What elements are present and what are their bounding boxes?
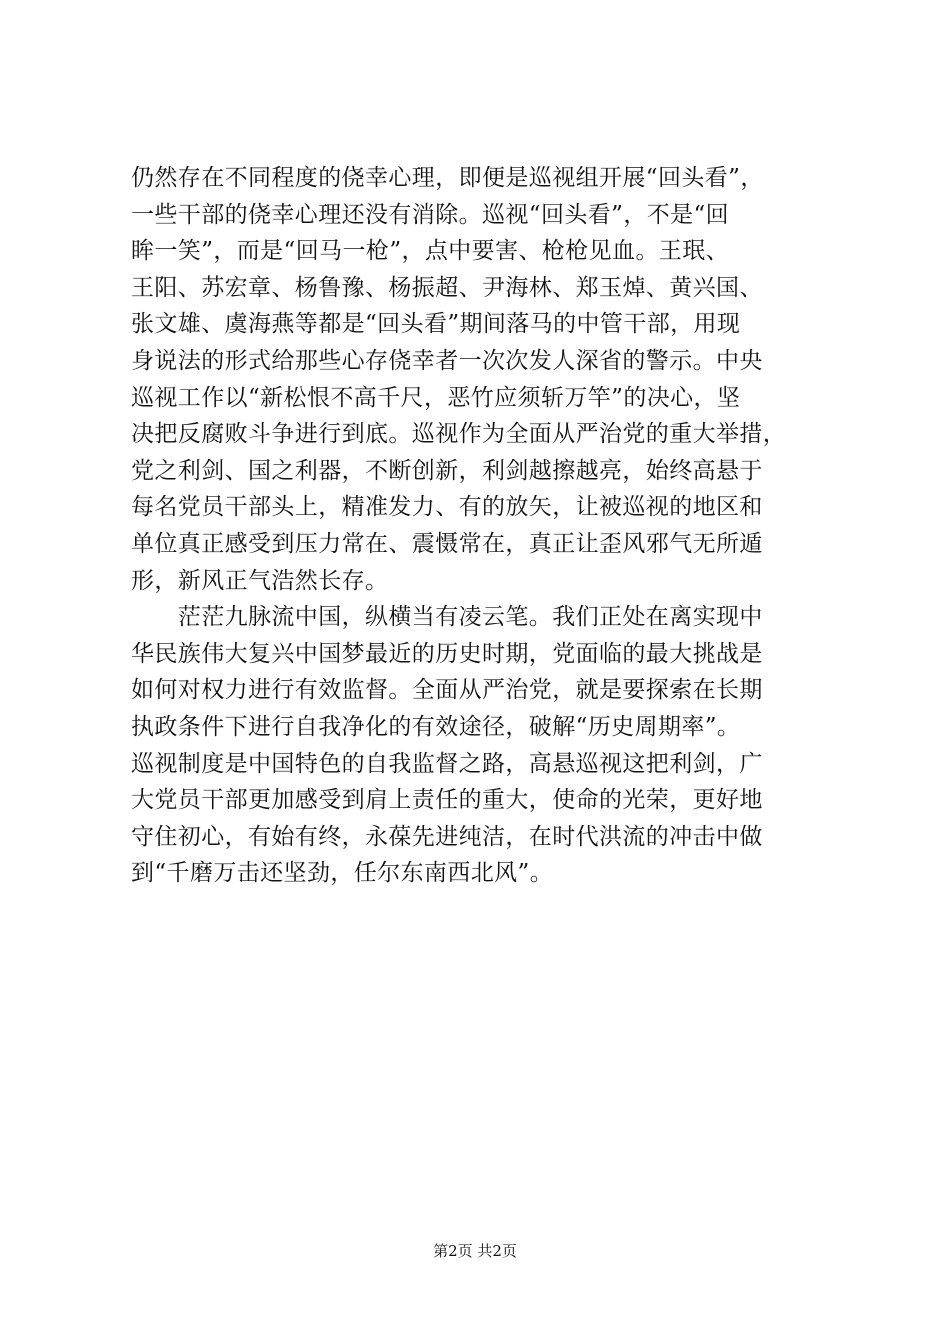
text-line: 单位真正感受到压力常在、震慑常在，真正让歪风邪气无所遁 bbox=[131, 530, 763, 557]
text-line: 华民族伟大复兴中国梦最近的历史时期，党面临的最大挑战是 bbox=[131, 640, 763, 667]
text-line: 巡视工作以“新松恨不高千尺，恶竹应须斩万竿”的决心，坚 bbox=[131, 384, 741, 411]
text-line: 党之利剑、国之利器，不断创新，利剑越擦越亮，始终高悬于 bbox=[131, 457, 763, 484]
text-line: 到“千磨万击还坚劲，任尔东南西北风”。 bbox=[131, 860, 554, 887]
page-number-footer: 第2页 共2页 bbox=[433, 1242, 517, 1260]
text-line: 巡视制度是中国特色的自我监督之路，高悬巡视这把利剑，广 bbox=[131, 750, 763, 777]
text-line: 大党员干部更加感受到肩上责任的重大，使命的光荣，更好地 bbox=[131, 787, 763, 814]
text-line: 守住初心，有始有终，永葆先进纯洁，在时代洪流的冲击中做 bbox=[131, 823, 763, 850]
text-line: 形，新风正气浩然长存。 bbox=[131, 567, 389, 594]
text-line: 决把反腐败斗争进行到底。巡视作为全面从严治党的重大举措， bbox=[131, 421, 787, 448]
text-line: 茫茫九脉流中国，纵横当有凌云笔。我们正处在离实现中 bbox=[131, 604, 763, 631]
text-line: 仍然存在不同程度的侥幸心理，即便是巡视组开展“回头看”， bbox=[131, 165, 764, 191]
text-line: 眸一笑”，而是“回马一枪”，点中要害、枪枪见血。王珉、 bbox=[131, 238, 730, 265]
text-line: 每名党员干部头上，精准发力、有的放矢，让被巡视的地区和 bbox=[131, 494, 763, 521]
text-line: 一些干部的侥幸心理还没有消除。巡视“回头看”，不是“回 bbox=[131, 201, 730, 228]
text-line: 如何对权力进行有效监督。全面从严治党，就是要探索在长期 bbox=[131, 677, 763, 704]
text-line: 执政条件下进行自我净化的有效途径，破解“历史周期率”。 bbox=[131, 713, 741, 740]
text-line: 张文雄、虞海燕等都是“回头看”期间落马的中管干部，用现 bbox=[131, 311, 741, 338]
body-text bbox=[131, 160, 831, 892]
text-line: 身说法的形式给那些心存侥幸者一次次发人深省的警示。中央 bbox=[131, 347, 763, 374]
text-line: 王阳、苏宏章、杨鲁豫、杨振超、尹海林、郑玉焯、黄兴国、 bbox=[131, 274, 763, 301]
